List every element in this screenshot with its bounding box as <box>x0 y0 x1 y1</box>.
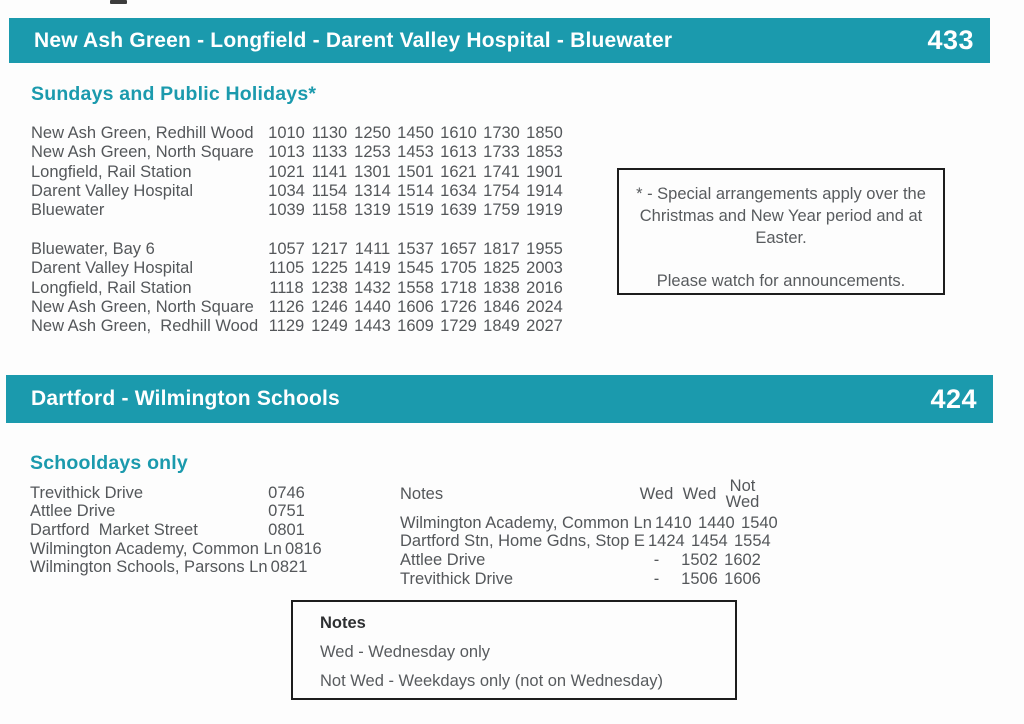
wed-column-header-2: Wed <box>682 485 717 503</box>
table-row <box>400 570 781 589</box>
special-arrangements-note-box <box>617 168 945 295</box>
time-cell: 1506 <box>681 569 718 588</box>
table-row <box>30 484 325 503</box>
time-cell: 1301 <box>354 162 391 181</box>
time-cell: 1057 <box>268 240 305 259</box>
afternoon-times-table <box>400 476 781 588</box>
time-cell: 1838 <box>483 278 520 297</box>
time-cell: 1754 <box>483 182 520 201</box>
stop-name: Longfield, Rail Station <box>31 162 192 181</box>
table-row <box>400 514 781 533</box>
table-row <box>31 182 566 201</box>
time-cell: 1454 <box>691 532 728 551</box>
time-cell: 1034 <box>268 182 305 201</box>
time-cell: 1540 <box>741 513 778 532</box>
stop-name: Bluewater <box>31 201 105 220</box>
sundays-holidays-heading: Sundays and Public Holidays* <box>31 83 317 105</box>
time-cell: 2027 <box>526 317 563 336</box>
route-424-number: 424 <box>930 383 977 414</box>
time-cell: 1639 <box>440 201 477 220</box>
time-cell: - <box>653 550 660 569</box>
stop-name: Longfield, Rail Station <box>31 278 192 297</box>
time-cell: 1419 <box>354 259 391 278</box>
table-row <box>31 298 566 317</box>
time-cell: 1010 <box>268 124 305 143</box>
time-cell: 1901 <box>526 162 563 181</box>
table-row <box>30 521 325 540</box>
notes-column-label: Notes <box>400 484 444 503</box>
time-cell: 0816 <box>285 539 322 558</box>
time-cell: 1519 <box>397 201 434 220</box>
note-line: Not Wed - Weekdays only (not on Wednesday) <box>320 672 664 690</box>
not-wed-column-header: Not Wed <box>725 477 760 511</box>
time-cell: 0751 <box>268 502 305 521</box>
stop-name: New Ash Green, North Square <box>31 143 254 162</box>
time-cell: 0801 <box>268 520 305 539</box>
time-cell: 1501 <box>397 162 434 181</box>
time-cell: 1726 <box>440 298 477 317</box>
time-cell: 1741 <box>483 162 520 181</box>
time-cell: 1246 <box>311 298 348 317</box>
time-cell: 1558 <box>397 278 434 297</box>
time-cell: 1424 <box>648 532 685 551</box>
time-cell: 1225 <box>311 259 348 278</box>
time-cell: 1410 <box>655 513 692 532</box>
time-cell: 1250 <box>354 124 391 143</box>
time-cell: 1729 <box>440 317 477 336</box>
time-cell: 1126 <box>268 298 305 317</box>
time-cell: 1039 <box>268 201 305 220</box>
time-cell: 1602 <box>724 550 761 569</box>
morning-times-table <box>30 484 325 577</box>
time-cell: 1846 <box>483 298 520 317</box>
outbound-times-table <box>31 124 566 220</box>
time-cell: 1955 <box>526 240 563 259</box>
schooldays-heading: Schooldays only <box>30 452 188 474</box>
notes-legend-title: Notes <box>320 614 366 632</box>
time-cell: 1657 <box>440 240 477 259</box>
time-cell: 1634 <box>440 182 477 201</box>
route-433-title: New Ash Green - Longfield - Darent Valley Hospital - Bluewater <box>34 28 673 52</box>
time-cell: 1613 <box>440 143 477 162</box>
stop-name: Dartford Market Street <box>30 520 198 539</box>
time-cell: 1411 <box>354 240 391 259</box>
time-cell: 1545 <box>397 259 434 278</box>
time-cell: 1850 <box>526 124 563 143</box>
time-cell: 1853 <box>526 143 563 162</box>
stop-name: Bluewater, Bay 6 <box>31 240 155 259</box>
time-cell: 1249 <box>311 317 348 336</box>
time-cell: 1440 <box>698 513 735 532</box>
table-row <box>31 279 566 298</box>
time-cell: 1733 <box>483 143 520 162</box>
table-row <box>31 124 566 143</box>
stop-name: Darent Valley Hospital <box>31 259 194 278</box>
time-cell: 1130 <box>311 124 348 143</box>
stop-name: Dartford Stn, Home Gdns, Stop E <box>400 532 645 551</box>
notes-legend-box <box>291 600 737 700</box>
time-cell: 1154 <box>311 182 348 201</box>
time-cell: 1319 <box>354 201 391 220</box>
time-cell: 1253 <box>354 143 391 162</box>
route-433-header-bar <box>9 18 990 63</box>
route-424-title: Dartford - Wilmington Schools <box>31 387 340 410</box>
time-cell: 1217 <box>311 240 348 259</box>
time-cell: 1914 <box>526 182 563 201</box>
time-cell: 0746 <box>268 483 305 502</box>
time-cell: 1021 <box>268 162 305 181</box>
stop-name: Trevithick Drive <box>30 483 144 502</box>
route-424-header-bar <box>6 375 993 423</box>
time-cell: 1013 <box>268 143 305 162</box>
time-cell: 1443 <box>354 317 391 336</box>
time-cell: 1730 <box>483 124 520 143</box>
time-cell: - <box>653 569 660 588</box>
time-cell: 1314 <box>354 182 391 201</box>
note-line: Wed - Wednesday only <box>320 643 490 661</box>
wed-column-header: Wed <box>639 485 674 503</box>
stop-name: Attlee Drive <box>30 502 116 521</box>
time-cell: 2003 <box>526 259 563 278</box>
table-row <box>400 533 781 552</box>
time-cell: 2024 <box>526 298 563 317</box>
table-row <box>31 259 566 278</box>
time-cell: 1849 <box>483 317 520 336</box>
stop-name: New Ash Green, Redhill Wood <box>31 124 254 143</box>
return-times-table <box>31 240 566 336</box>
table-row <box>30 558 325 577</box>
time-cell: 1129 <box>268 317 305 336</box>
time-cell: 1817 <box>483 240 520 259</box>
time-cell: 1450 <box>397 124 434 143</box>
time-cell: 1825 <box>483 259 520 278</box>
time-cell: 1705 <box>440 259 477 278</box>
time-cell: 1432 <box>354 278 391 297</box>
time-cell: 1759 <box>483 201 520 220</box>
scan-artifact <box>110 0 127 4</box>
table-row <box>31 143 566 162</box>
stop-name: Wilmington Academy, Common Ln <box>30 539 282 558</box>
stop-name: New Ash Green, North Square <box>31 298 254 317</box>
stop-name: Wilmington Schools, Parsons Ln <box>30 558 268 577</box>
time-cell: 1440 <box>354 298 391 317</box>
time-cell: 1141 <box>311 162 348 181</box>
time-cell: 1118 <box>269 278 304 297</box>
route-433-number: 433 <box>927 25 974 55</box>
time-cell: 1609 <box>397 317 434 336</box>
stop-name: Trevithick Drive <box>400 569 514 588</box>
time-cell: 1718 <box>440 278 477 297</box>
table-row <box>30 540 325 559</box>
afternoon-times-rows <box>400 514 781 588</box>
stop-name: New Ash Green, Redhill Wood <box>31 317 259 336</box>
time-cell: 1606 <box>397 298 434 317</box>
time-cell: 0821 <box>270 558 308 577</box>
time-cell: 1919 <box>526 201 563 220</box>
note-line: Please watch for announcements. <box>656 272 906 290</box>
time-cell: 2016 <box>526 278 563 297</box>
time-cell: 1621 <box>440 162 477 181</box>
time-cell: 1537 <box>397 240 434 259</box>
note-line: * - Special arrangements apply over the Christmas and New Year period and at Easter. <box>636 185 926 247</box>
time-cell: 1514 <box>397 182 434 201</box>
table-row <box>31 163 566 182</box>
stop-name: Darent Valley Hospital <box>31 182 194 201</box>
afternoon-table-header <box>400 476 781 512</box>
time-cell: 1502 <box>681 550 718 569</box>
table-row <box>31 201 566 220</box>
time-cell: 1606 <box>724 569 761 588</box>
time-cell: 1158 <box>311 201 348 220</box>
time-cell: 1105 <box>268 259 305 278</box>
table-row <box>30 503 325 522</box>
time-cell: 1554 <box>734 532 771 551</box>
table-row <box>400 551 781 570</box>
stop-name: Wilmington Academy, Common Ln <box>400 513 652 532</box>
time-cell: 1238 <box>311 278 348 297</box>
time-cell: 1133 <box>311 143 348 162</box>
time-cell: 1453 <box>397 143 434 162</box>
stop-name: Attlee Drive <box>400 550 486 569</box>
table-row <box>31 240 566 259</box>
time-cell: 1610 <box>440 124 477 143</box>
table-row <box>31 317 566 336</box>
